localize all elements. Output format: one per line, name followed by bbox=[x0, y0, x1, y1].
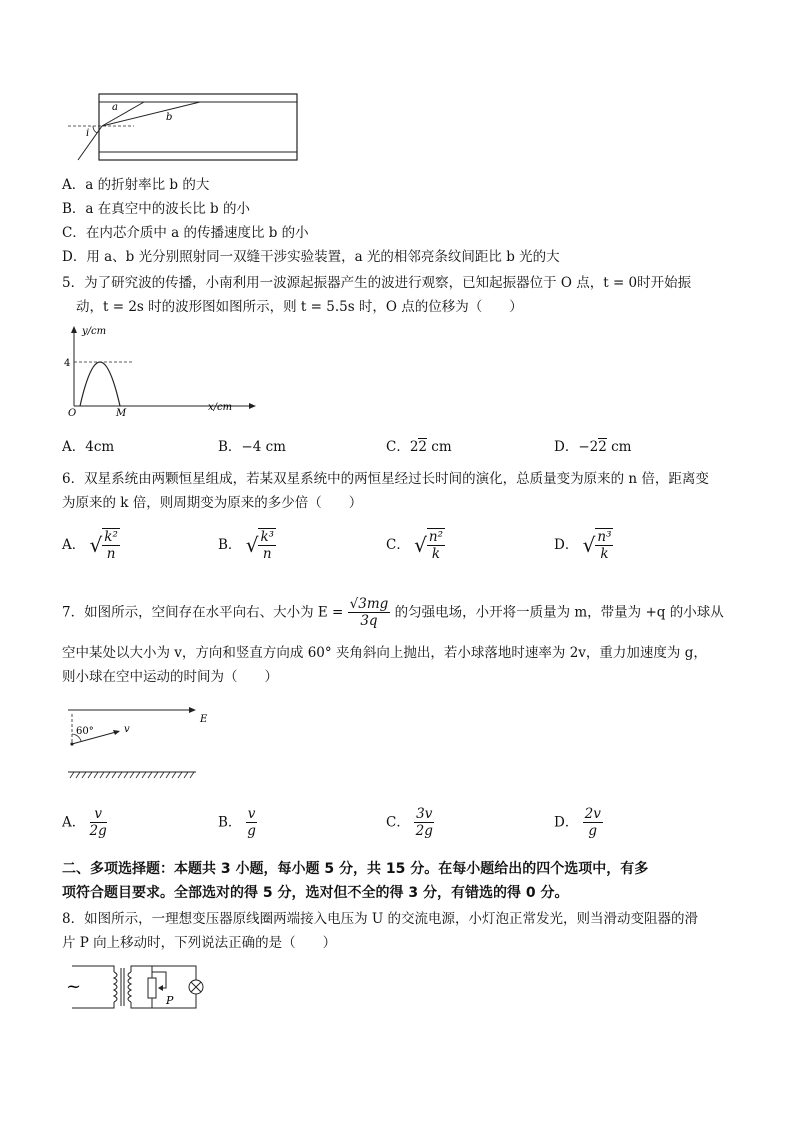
q6-option-c-label: C． bbox=[386, 537, 410, 553]
wave-origin: O bbox=[68, 408, 77, 418]
wave-tick-4: 4 bbox=[64, 358, 71, 369]
q4-option-a[interactable]: A．a 的折射率比 b 的大 bbox=[62, 177, 210, 193]
q7-stem-line3: 则小球在空中运动的时间为（ ） bbox=[62, 669, 278, 685]
ray-label-b: b bbox=[166, 112, 173, 123]
q7-c-num: 3v bbox=[416, 806, 433, 822]
q7-stem-line2: 空中某处以大小为 v，方向和竖直方向成 60° 夹角斜向上抛出，若小球落地时速率为 2v，重力加速度为 g， bbox=[62, 645, 707, 661]
q5-option-c-unit: cm bbox=[427, 439, 452, 455]
q6-c-den: k bbox=[431, 546, 441, 562]
q8-stem-line1: 8．如图所示，一理想变压器原线圈两端接入电压为 U 的交流电源，小灯泡正常发光，则当滑动变阻器的滑 bbox=[62, 911, 699, 927]
ray-label-a: a bbox=[112, 102, 118, 113]
q7-a-den: 2g bbox=[89, 823, 107, 839]
q7-option-c-label: C． bbox=[386, 814, 410, 831]
q6-stem-line2: 为原来的 k 倍，则周期变为原来的多少倍（ ） bbox=[62, 495, 363, 511]
q7-d-den: g bbox=[588, 823, 598, 839]
q7-option-c[interactable] bbox=[386, 806, 434, 839]
q7-option-b[interactable] bbox=[218, 806, 257, 839]
q8-stem-line2: 片 P 向上移动时，下列说法正确的是（ ） bbox=[62, 935, 337, 951]
q7-e-den: 3q bbox=[360, 613, 378, 629]
q6-a-den: n bbox=[106, 546, 116, 562]
q6-c-num: n² bbox=[428, 529, 443, 545]
q7-b-num: v bbox=[247, 806, 256, 822]
q6-option-d-label: D． bbox=[554, 537, 579, 553]
q6-b-den: n bbox=[262, 546, 272, 562]
q7-a-num: v bbox=[90, 806, 107, 823]
field-figure bbox=[62, 700, 222, 780]
q7-c-den: 2g bbox=[415, 823, 433, 839]
q5-stem-line1: 5．为了研究波的传播，小南利用一波源起振器产生的波进行观察，已知起振器位于 O 点，t = 0时开始振 bbox=[62, 275, 692, 291]
q5-option-d[interactable] bbox=[554, 438, 631, 456]
q6-option-a[interactable]: A． √ $\frac{\text{k²}}{n}$ bbox=[62, 529, 118, 562]
q7-stem-line1 bbox=[62, 596, 724, 629]
q7-b-den: g bbox=[247, 823, 256, 839]
q7-option-d[interactable] bbox=[554, 806, 603, 839]
q7-line1-pre: 7．如图所示，空间存在水平向右、大小为 E = bbox=[62, 604, 344, 621]
transformer-figure bbox=[62, 958, 212, 1018]
q5-option-c-prefix: C．2 bbox=[386, 439, 419, 455]
field-angle-label: 60° bbox=[76, 726, 94, 737]
q5-option-d-radical: 2 bbox=[598, 439, 607, 455]
q7-option-a-label: A． bbox=[62, 814, 86, 831]
q6-option-d[interactable]: D． √ $\frac{\text{n³}}{k}$ bbox=[554, 529, 612, 562]
section2-heading-line1: 二、多项选择题：本题共 3 小题，每小题 5 分，共 15 分。在每小题给出的四个选项中，有多 bbox=[62, 861, 649, 877]
wave-figure bbox=[62, 322, 262, 418]
q4-option-d[interactable]: D．用 a、b 光分别照射同一双缝干涉实验装置，a 光的相邻亮条纹间距比 b 光的大 bbox=[62, 249, 560, 265]
q5-option-d-unit: cm bbox=[606, 439, 632, 455]
q7-line1-post: 的匀强电场，小开将一质量为 m，带量为 +q 的小球从 bbox=[394, 604, 724, 621]
ac-source-icon: ~ bbox=[66, 976, 82, 997]
q4-option-b[interactable]: B．a 在真空中的波长比 b 的小 bbox=[62, 201, 250, 217]
q6-a-num: k² bbox=[104, 529, 118, 545]
q5-option-b[interactable]: B．−4 cm bbox=[218, 439, 286, 455]
field-velocity-label: v bbox=[124, 724, 130, 735]
field-e-label: E bbox=[200, 714, 208, 725]
wave-ylabel: y/cm bbox=[82, 326, 107, 337]
q7-option-a[interactable] bbox=[62, 806, 107, 839]
q6-b-num: k³ bbox=[260, 529, 275, 545]
q6-option-b[interactable]: B． √ $\frac{\text{k³}}{n}$ bbox=[218, 529, 275, 562]
slider-p-label: P bbox=[166, 994, 174, 1007]
q6-d-den: k bbox=[600, 546, 609, 562]
q5-stem-line2: 动，t = 2s 时的波形图如图所示，则 t = 5.5s 时，O 点的位移为（ ） bbox=[76, 299, 523, 315]
q5-option-c-radical: 2 bbox=[418, 439, 428, 455]
q6-option-b-label: B． bbox=[218, 537, 242, 553]
q5-option-d-prefix: D．−2 bbox=[554, 439, 599, 455]
q6-stem-line1: 6．双星系统由两颗恒星组成，若某双星系统中的两恒星经过长时间的演化，总质量变为原来的 n 倍，距离变 bbox=[62, 471, 709, 487]
angle-label-i: i bbox=[86, 128, 90, 139]
q6-option-c[interactable]: C． √ $\frac{\text{n²}}{k}$ bbox=[386, 529, 443, 562]
q4-option-c[interactable]: C．在内芯介质中 a 的传播速度比 b 的小 bbox=[62, 225, 309, 241]
wave-xlabel: x/cm bbox=[208, 402, 233, 413]
q6-d-num: n³ bbox=[597, 529, 612, 545]
q5-option-a[interactable]: A．4cm bbox=[62, 439, 115, 455]
fiber-figure bbox=[62, 88, 302, 168]
q7-option-d-label: D． bbox=[554, 814, 579, 831]
section2-heading-line2: 项符合题目要求。全部选对的得 5 分，选对但不全的得 3 分，有错选的得 0 分。 bbox=[62, 885, 569, 901]
q7-e-num: √3mg bbox=[349, 596, 389, 612]
q5-option-c[interactable] bbox=[386, 438, 452, 456]
q6-option-a-label: A． bbox=[62, 537, 86, 553]
q7-d-num: 2v bbox=[584, 806, 601, 822]
q7-option-b-label: B． bbox=[218, 814, 242, 831]
wave-point-m: M bbox=[116, 408, 127, 418]
